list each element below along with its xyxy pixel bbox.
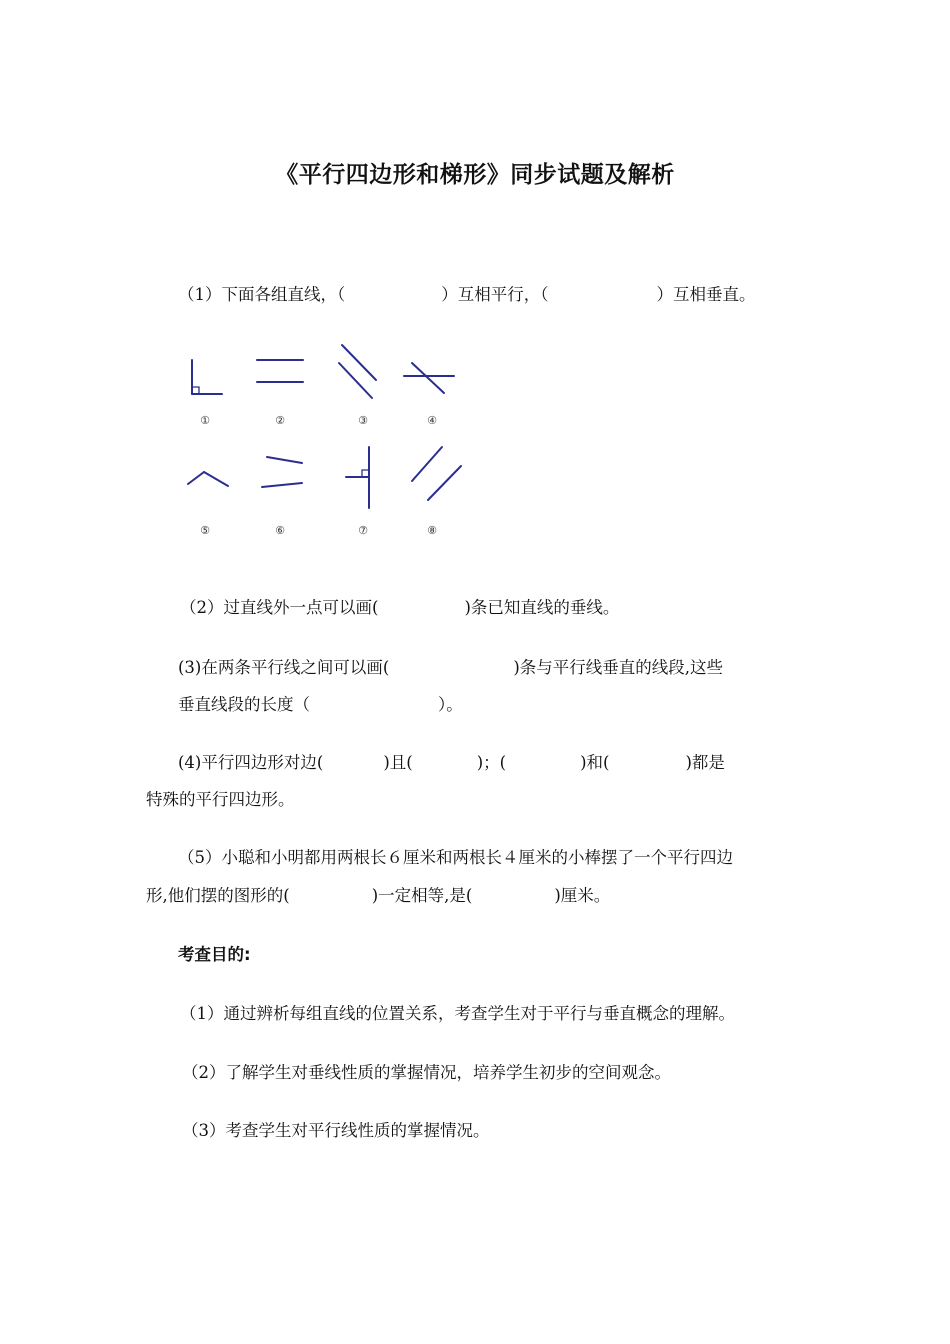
q5-text-a: （5）小聪和小明都用两根长６厘米和两根长４厘米的小棒摆了一个平行四边 [178,848,733,867]
question-5-cont [146,884,610,908]
figure-label: ⑦ [358,524,368,537]
figure-label: ④ [427,414,437,427]
figure-5-intersecting-lines [188,472,228,486]
question-4-cont [146,788,295,812]
page-title: 《平行四边形和梯形》同步试题及解析 [275,162,675,188]
q1-text-c: ）互相垂直。 [656,285,756,304]
q3-text-b: )条与平行线垂直的线段,这些 [513,658,723,677]
figure-8-parallel-lines [412,447,461,500]
question-3-cont [178,693,463,717]
q2-text-b: )条已知直线的垂线。 [464,598,620,617]
figure-1-perpendicular-lines [192,360,222,394]
figure-label: ⑧ [427,524,437,537]
question-1 [178,283,756,307]
q5-text-d: )厘米。 [554,886,611,905]
q3-text-c: 垂直线段的长度（ [178,695,310,714]
q4-text-f: 特殊的平行四边形。 [146,790,295,809]
figure-label: ③ [358,414,368,427]
figure-4-intersecting-lines [404,363,454,393]
figure-7-perpendicular-lines [346,447,369,508]
q1-text-a: （1）下面各组直线，（ [178,285,346,304]
q4-text-b: )且( [383,753,413,772]
question-5 [178,846,733,870]
q5-text-b: 形,他们摆的图形的( [146,886,290,905]
q3-text-d: ）。 [438,695,463,714]
figure-3-parallel-lines [339,345,376,398]
purpose-heading: 考查目的: [178,945,251,964]
q2-text-a: （2）过直线外一点可以画( [180,598,379,617]
line-pairs-figure [176,338,476,543]
purpose-item: （3）考查学生对平行线性质的掌握情况。 [182,1121,490,1140]
question-4 [178,751,725,775]
figure-label: ⑥ [275,524,285,537]
figure-6-lines [262,457,302,487]
purpose-item: （1）通过辨析每组直线的位置关系，考查学生对于平行与垂直概念的理解。 [180,1004,735,1023]
purpose-item: （2）了解学生对垂线性质的掌握情况，培养学生初步的空间观念。 [182,1063,671,1082]
figure-label: ② [275,414,285,427]
figure-2-parallel-lines [257,360,303,382]
q4-text-c: )；( [476,753,507,772]
q5-text-c: )一定相等,是( [371,886,473,905]
q1-text-b: ）互相平行，（ [441,285,549,304]
q4-text-a: (4)平行四边形对边( [178,753,324,772]
q4-text-d: )和( [580,753,610,772]
q3-text-a: (3)在两条平行线之间可以画( [178,658,390,677]
figure-label: ① [200,414,210,427]
question-2 [180,596,619,620]
figure-label: ⑤ [200,524,210,537]
q4-text-e: )都是 [685,753,725,772]
question-3 [178,656,723,680]
